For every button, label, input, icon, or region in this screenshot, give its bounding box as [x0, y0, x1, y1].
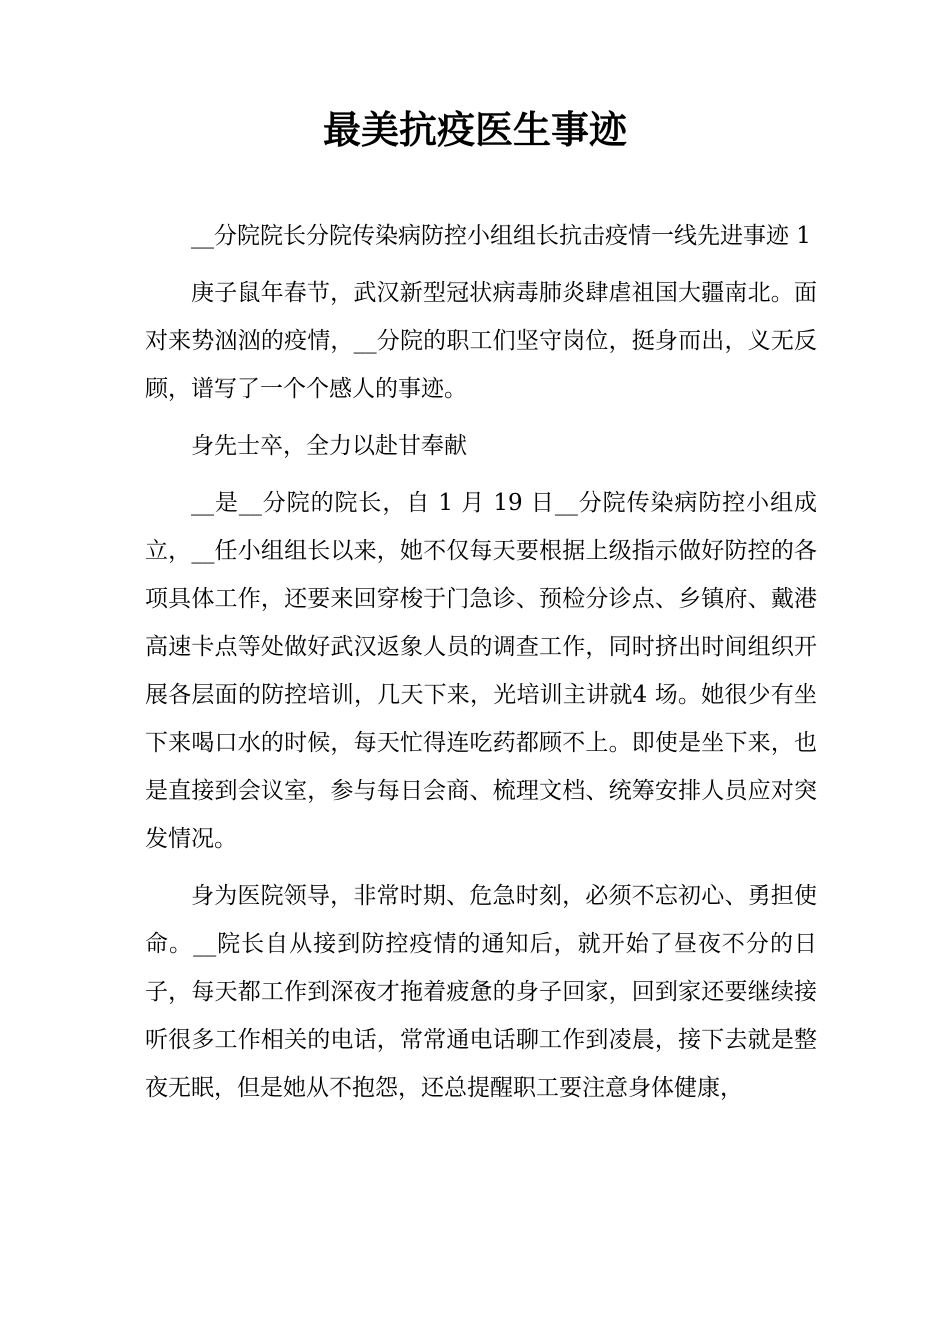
document-body [145, 212, 817, 1121]
paragraph-heading: __分院院长分院传染病防控小组组长抗击疫情一线先进事迹 1 [191, 223, 811, 249]
paragraph-duties: __是__分院的院长，自 1 月 19 日__分院传染病防控小组成立，__任小组组长以来，她不仅每天要根据上级指示做好防控的各项具体工作，还要来回穿梭于门急诊、预检分诊点、乡镇府、戴港高速卡点等处做好武汉返象人员的调查工作，同时挤出时间组织开展各层面的防控培训，几天下来，光培训主讲就4 场。她很少有坐下来喝口水的时候，每天忙得连吃药都顾不上。即使是坐下来，也是直接到会议室，参与每日会商、梳理文档、统筹安排人员应对突发情况。 [145, 490, 817, 852]
paragraph-intro: 庚子鼠年春节，武汉新型冠状病毒肺炎肆虐祖国大疆南北。面对来势汹汹的疫情，__分院的职工们坚守岗位，挺身而出，义无反顾，谱写了一个个感人的事迹。 [145, 280, 817, 402]
document-title: 最美抗疫医生事迹 [322, 108, 627, 152]
paragraph-leadership: 身为医院领导，非常时期、危急时刻，必须不忘初心、勇担使命。__院长自从接到防控疫情的通知后，就开始了昼夜不分的日子，每天都工作到深夜才拖着疲惫的身子回家，回到家还要继续接听很多工作相关的电话，常常通电话聊工作到凌晨，接下去就是整夜无眠，但是她从不抱怨，还总提醒职工要注意身体健康， [145, 883, 817, 1101]
paragraph-subheading: 身先士卒，全力以赴甘奉献 [191, 433, 467, 459]
